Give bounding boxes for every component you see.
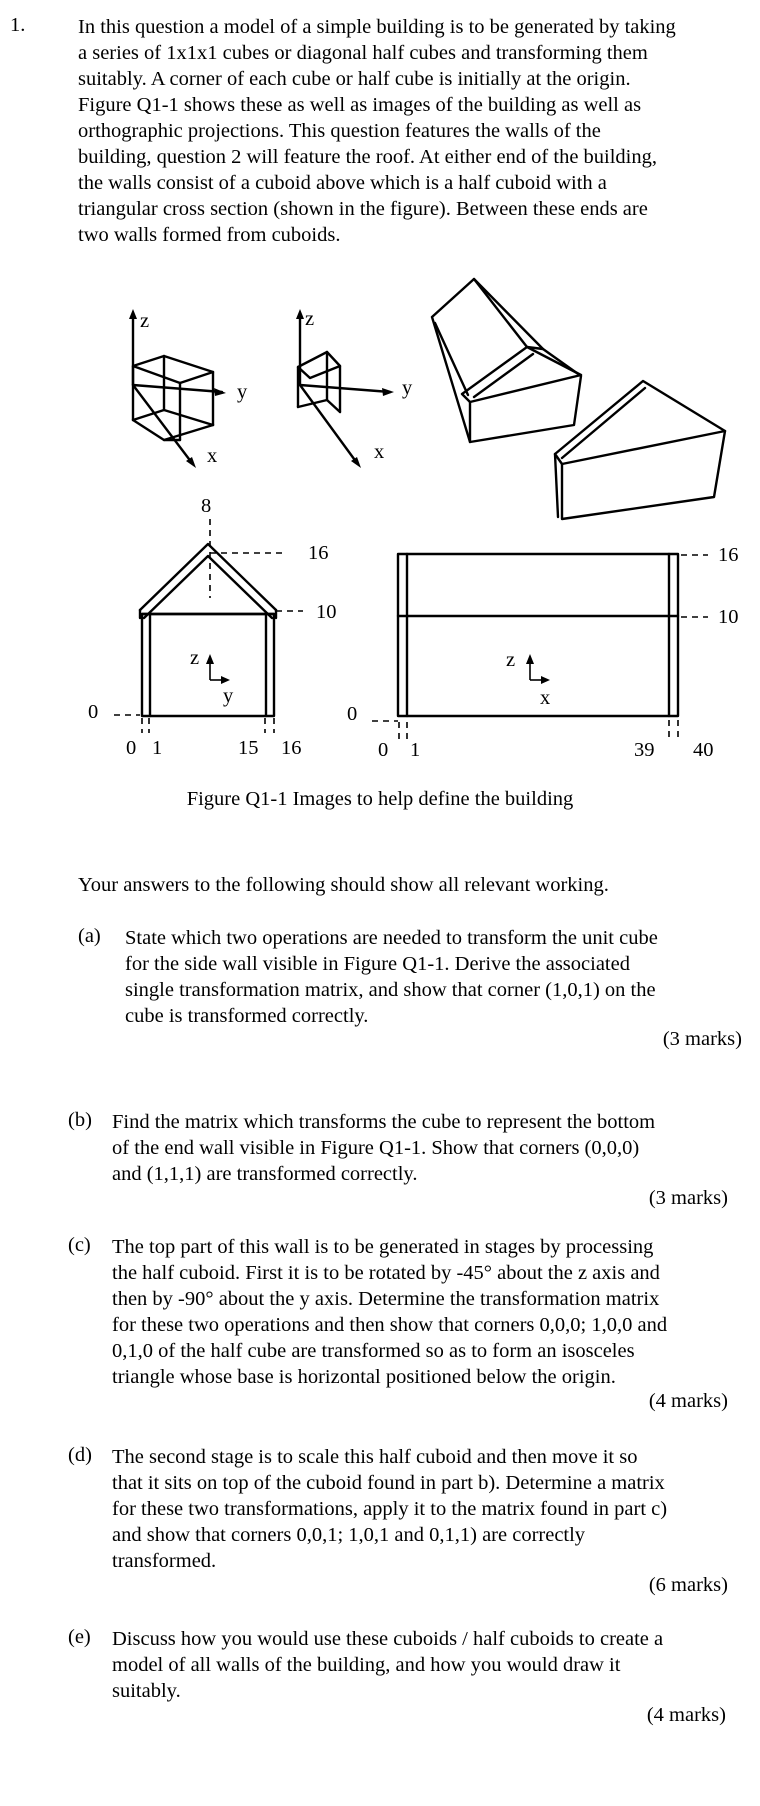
part-line: 0,1,0 of the half cube are transformed so as to form an isosceles <box>112 1340 635 1362</box>
intro-line: Figure Q1-1 shows these as well as images of the building as well as <box>78 94 642 116</box>
part-c-marks: (4 marks) <box>648 1390 728 1412</box>
end-eave-label: 10 <box>316 601 337 623</box>
building-3d-view <box>432 279 581 442</box>
part-line: transformed. <box>112 1550 217 1572</box>
part-line: and show that corners 0,0,1; 1,0,1 and 0,1,1) are correctly <box>112 1524 586 1546</box>
part-d-label: (d) <box>68 1444 92 1466</box>
part-line: and (1,1,1) are transformed correctly. <box>112 1163 418 1185</box>
side-origin-label: 0 <box>347 703 358 725</box>
part-line: the half cuboid. First it is to be rotated by -45° about the z axis and <box>112 1262 660 1284</box>
end-x-label: 16 <box>281 737 302 759</box>
part-a-text <box>125 925 658 1029</box>
roof-half-cuboid-3d <box>555 381 725 519</box>
part-line: for the side wall visible in Figure Q1-1. Derive the associated <box>125 953 630 975</box>
part-line: for these two operations and then show that corners 0,0,0; 1,0,0 and <box>112 1314 668 1336</box>
half-cube-x-label: x <box>374 441 385 463</box>
part-e-label: (e) <box>68 1626 91 1648</box>
cube-y-label: y <box>237 381 248 403</box>
part-b-text <box>112 1109 655 1187</box>
y-axis-line <box>133 385 222 392</box>
part-e-text <box>112 1626 663 1704</box>
end-x-label: 0 <box>126 737 137 759</box>
part-line: that it sits on top of the cuboid found in part b). Determine a matrix <box>112 1472 665 1494</box>
part-line: then by -90° about the y axis. Determine the transformation matrix <box>112 1288 660 1310</box>
intro-line: two walls formed from cuboids. <box>78 224 341 246</box>
side-x-label: 1 <box>410 739 421 761</box>
part-line: single transformation matrix, and show that corner (1,0,1) on the <box>125 979 656 1001</box>
part-line: cube is transformed correctly. <box>125 1005 369 1027</box>
end-x-label: 1 <box>152 737 163 759</box>
half-cube-y-label: y <box>402 377 413 399</box>
intro-line: suitably. A corner of each cube or half cube is initially at the origin. <box>78 68 631 90</box>
cube-x-label: x <box>207 445 218 467</box>
intro-line: In this question a model of a simple building is to be generated by taking <box>78 16 676 38</box>
end-x-label: 15 <box>238 737 259 759</box>
part-d-text <box>112 1444 667 1574</box>
instruction-text: Your answers to the following should show all relevant working. <box>78 874 609 896</box>
part-c-text <box>112 1234 667 1390</box>
intro-line: triangular cross section (shown in the figure). Between these ends are <box>78 198 648 220</box>
side-top-label: 16 <box>718 544 739 566</box>
part-line: Discuss how you would use these cuboids / half cuboids to create a <box>112 1628 664 1650</box>
unit-cube-diagram <box>133 317 222 463</box>
intro-line: a series of 1x1x1 cubes or diagonal half cubes and transforming them <box>78 42 648 64</box>
part-line: for these two transformations, apply it to the matrix found in part c) <box>112 1498 668 1520</box>
side-wall-projection <box>398 554 678 716</box>
part-line: Find the matrix which transforms the cube to represent the bottom <box>112 1111 656 1133</box>
part-line: of the end wall visible in Figure Q1-1. Show that corners (0,0,0) <box>112 1137 640 1159</box>
part-line: suitably. <box>112 1680 181 1702</box>
side-x-label: 40 <box>693 739 714 761</box>
part-b-label: (b) <box>68 1109 92 1131</box>
figure-q1-1 <box>0 260 760 780</box>
side-x-label: 39 <box>634 739 655 761</box>
intro-line: the walls consist of a cuboid above which is a half cuboid with a <box>78 172 607 194</box>
part-line: State which two operations are needed to transform the unit cube <box>125 927 658 949</box>
side-x-axis-label: x <box>540 687 551 709</box>
figure-caption: Figure Q1-1 Images to help define the building <box>186 788 574 810</box>
part-line: model of all walls of the building, and how you would draw it <box>112 1654 621 1676</box>
part-a-label: (a) <box>78 925 101 947</box>
end-wall-projection <box>140 544 276 716</box>
question-number: 1. <box>10 14 26 36</box>
side-eave-label: 10 <box>718 606 739 628</box>
intro-line: orthographic projections. This question features the walls of the <box>78 120 601 142</box>
end-top-label: 16 <box>308 542 329 564</box>
end-y-label: y <box>223 685 234 707</box>
x-axis-line <box>133 385 192 463</box>
end-z-label: z <box>190 647 200 669</box>
intro-line: building, question 2 will feature the roof. At either end of the building, <box>78 146 658 168</box>
end-peak-label: 8 <box>201 495 212 517</box>
part-line: triangle whose base is horizontal positioned below the origin. <box>112 1366 616 1388</box>
part-c-label: (c) <box>68 1234 91 1256</box>
part-d-marks: (6 marks) <box>648 1574 728 1596</box>
part-line: The top part of this wall is to be generated in stages by processing <box>112 1236 654 1258</box>
cube-z-label: z <box>140 310 150 332</box>
end-origin-label: 0 <box>88 701 99 723</box>
side-z-label: z <box>506 649 516 671</box>
side-x-label: 0 <box>378 739 389 761</box>
part-b-marks: (3 marks) <box>648 1187 728 1209</box>
part-line: The second stage is to scale this half cuboid and then move it so <box>112 1446 638 1468</box>
half-cube-z-label: z <box>305 308 315 330</box>
part-e-marks: (4 marks) <box>646 1704 726 1726</box>
question-intro <box>78 14 758 248</box>
part-a-marks: (3 marks) <box>662 1028 742 1050</box>
